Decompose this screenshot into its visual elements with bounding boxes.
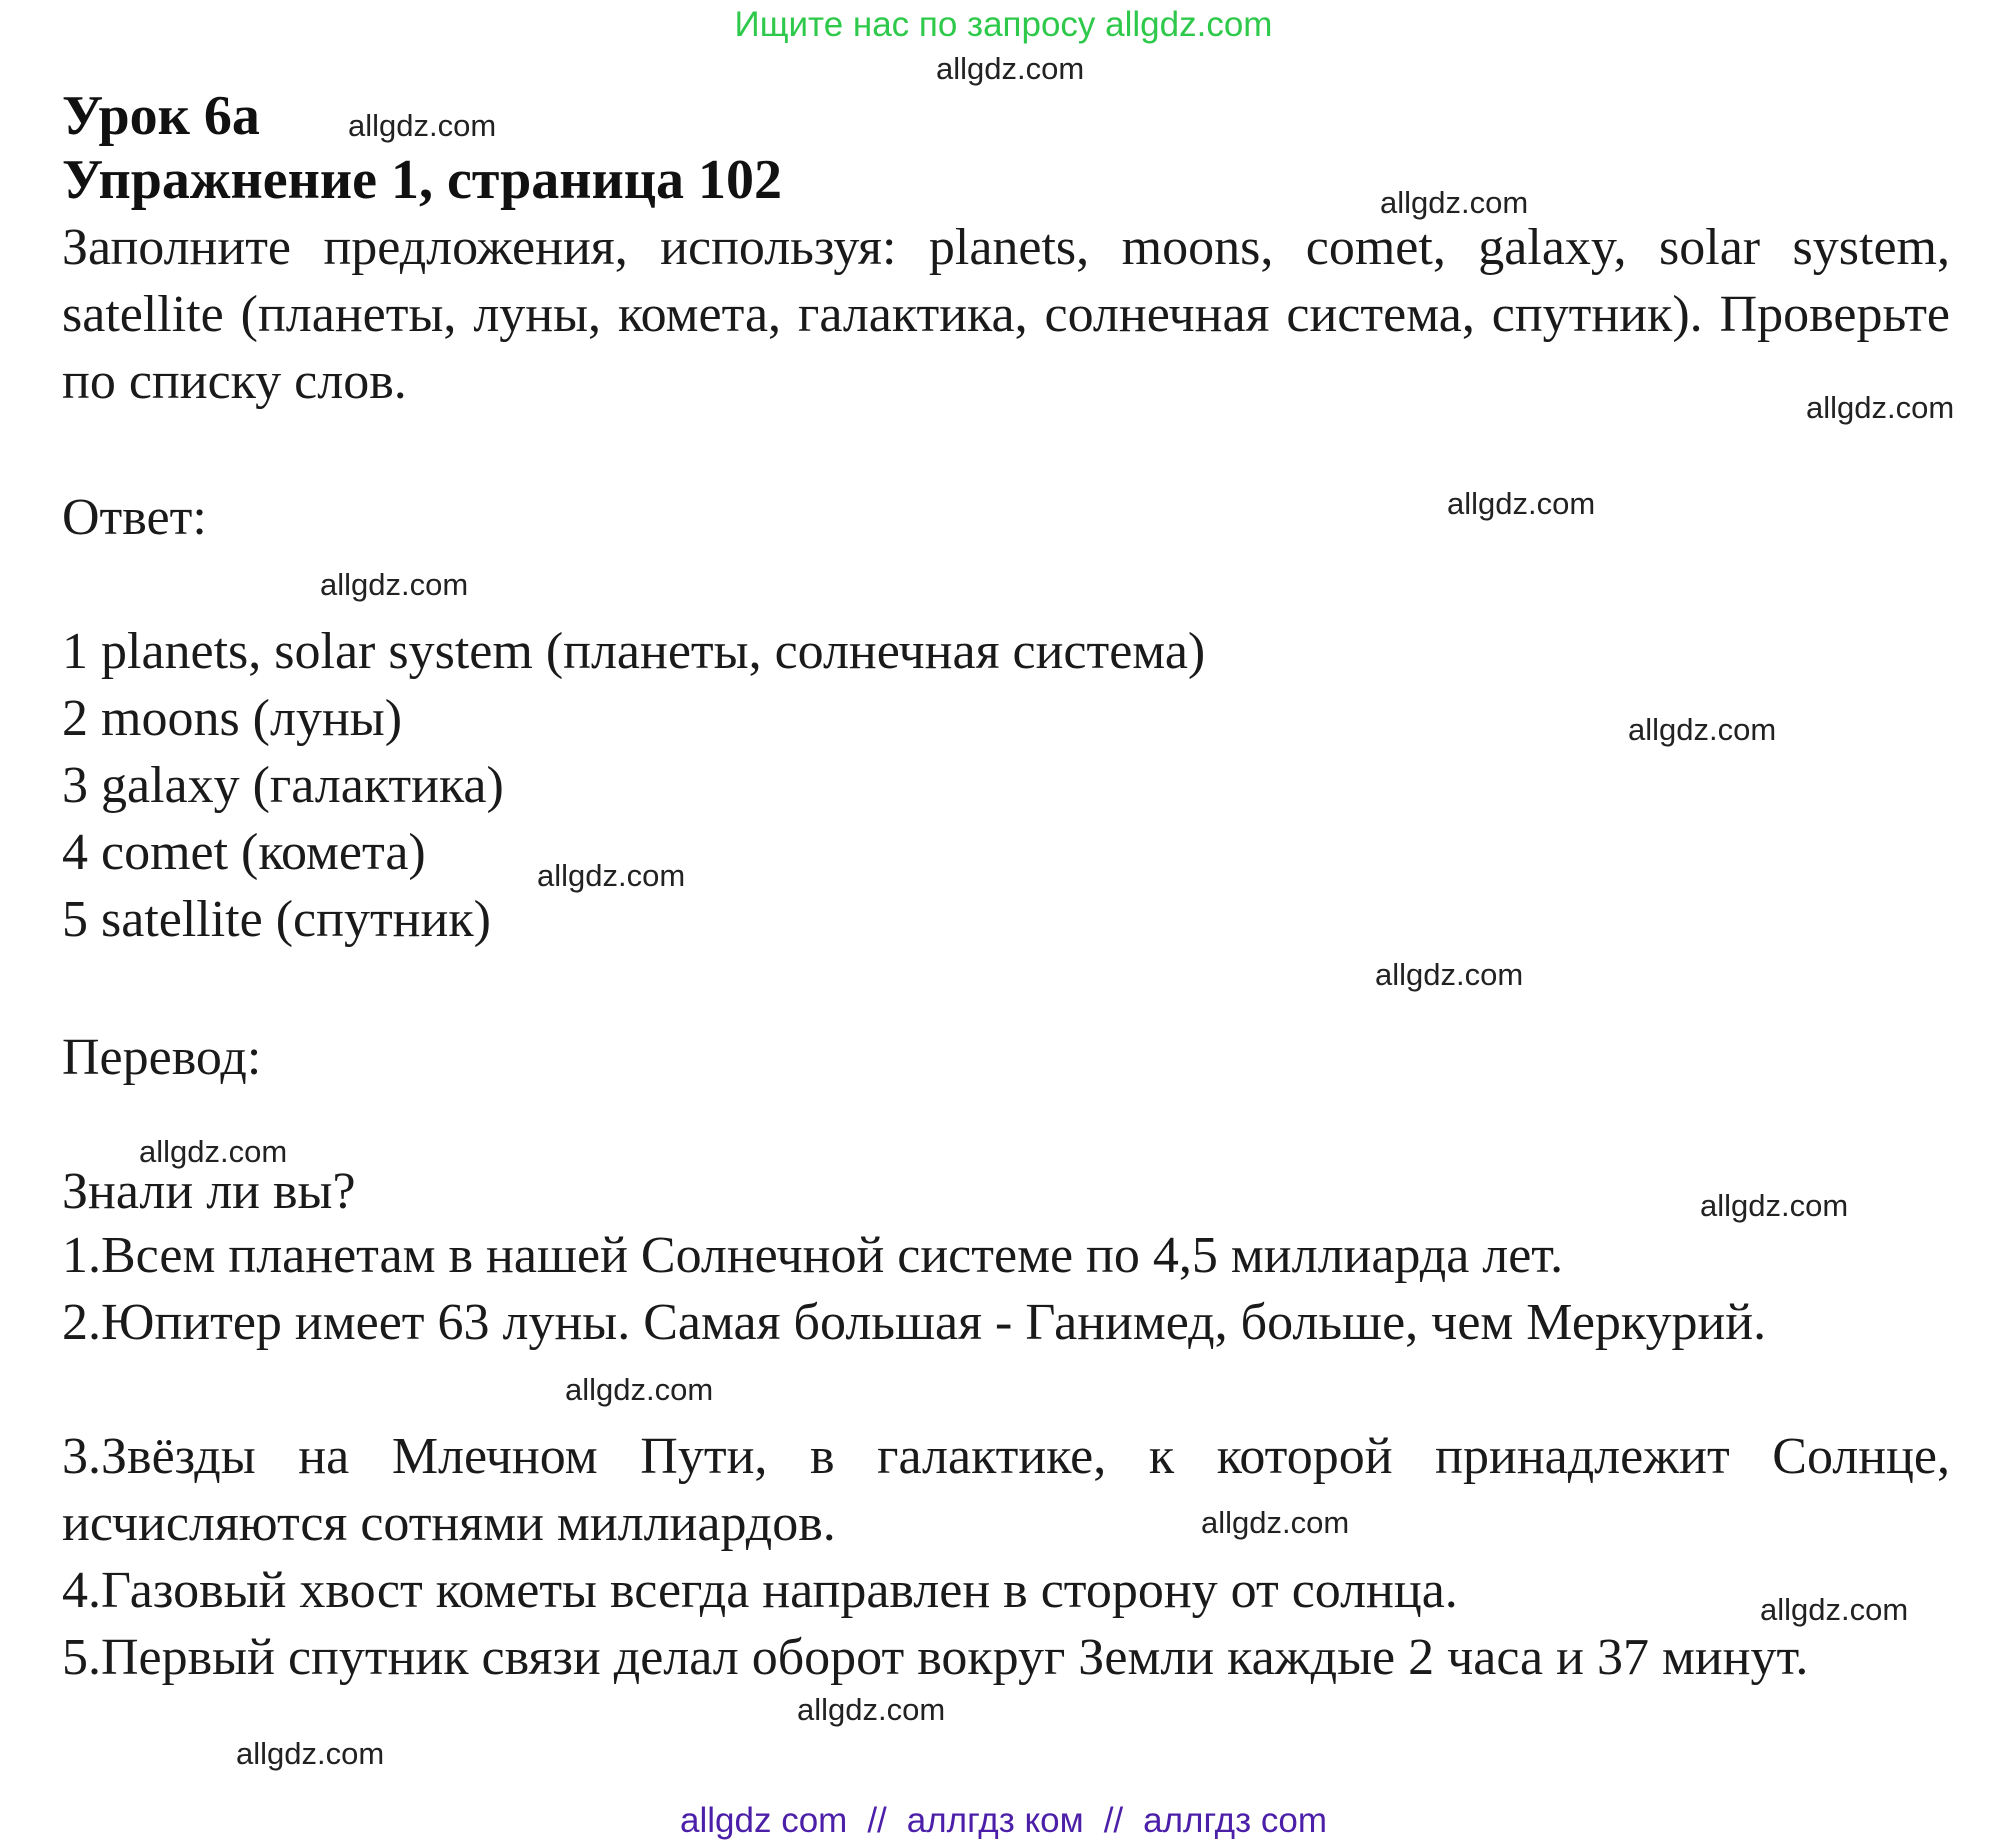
top-banner: Ищите нас по запросу allgdz.com [734, 5, 1273, 44]
watermark: allgdz.com [236, 1736, 385, 1771]
answer-item: 5 satellite (спутник) [62, 891, 491, 948]
watermark: allgdz.com [1447, 486, 1596, 521]
bottom-banner-part: аллгдз ком [906, 1801, 1084, 1840]
answer-item: 4 comet (комета) [62, 824, 426, 881]
bottom-banner-separator: // [867, 1801, 887, 1840]
lesson-title: Урок 6а [62, 85, 260, 147]
exercise-title: Упражнение 1, страница 102 [62, 149, 783, 211]
watermark: allgdz.com [1628, 712, 1777, 747]
fact-item: 2.Юпитер имеет 63 луны. Самая большая - Ганимед, больше, чем Меркурий. [62, 1294, 1767, 1351]
watermark: allgdz.com [797, 1692, 946, 1727]
watermark: allgdz.com [1760, 1592, 1909, 1627]
watermark: allgdz.com [936, 51, 1085, 86]
answer-label: Ответ: [62, 489, 207, 546]
fact-item: 5.Первый спутник связи делал оборот вокруг Земли каждые 2 часа и 37 минут. [62, 1629, 1809, 1686]
watermark: allgdz.com [320, 567, 469, 602]
watermark: allgdz.com [1375, 957, 1524, 992]
answer-item: 1 planets, solar system (планеты, солнечная система) [62, 623, 1206, 680]
watermark: allgdz.com [537, 858, 686, 893]
translation-label: Перевод: [62, 1029, 262, 1086]
did-you-know-heading: Знали ли вы? [62, 1163, 356, 1220]
task-text: Заполните предложения, используя: planets, moons, comet, galaxy, solar system, satellite (планеты, луны, комета, галактика, солнечная система, спутник). Проверьте по списку слов. [62, 219, 1950, 410]
watermark: allgdz.com [1700, 1188, 1849, 1223]
bottom-banner [0, 1800, 2007, 1842]
watermark: allgdz.com [1201, 1505, 1350, 1540]
fact-item: 1.Всем планетам в нашей Солнечной системе по 4,5 миллиарда лет. [62, 1227, 1564, 1284]
bottom-banner-separator: // [1103, 1801, 1124, 1840]
watermark: allgdz.com [565, 1372, 714, 1407]
fact-item: 3.Звёзды на Млечном Пути, в галактике, к которой принадлежит Солнце, исчисляются сотнями миллиардов. [62, 1428, 1950, 1552]
bottom-banner-part: allgdz com [680, 1801, 848, 1840]
watermark: allgdz.com [1806, 390, 1955, 425]
watermark: allgdz.com [348, 108, 497, 143]
watermark: allgdz.com [139, 1134, 288, 1169]
answer-item: 2 moons (луны) [62, 690, 403, 747]
answer-item: 3 galaxy (галактика) [62, 757, 504, 814]
fact-item: 4.Газовый хвост кометы всегда направлен в сторону от солнца. [62, 1562, 1458, 1619]
watermark: allgdz.com [1380, 185, 1529, 220]
bottom-banner-part: аллгдз com [1143, 1801, 1327, 1840]
